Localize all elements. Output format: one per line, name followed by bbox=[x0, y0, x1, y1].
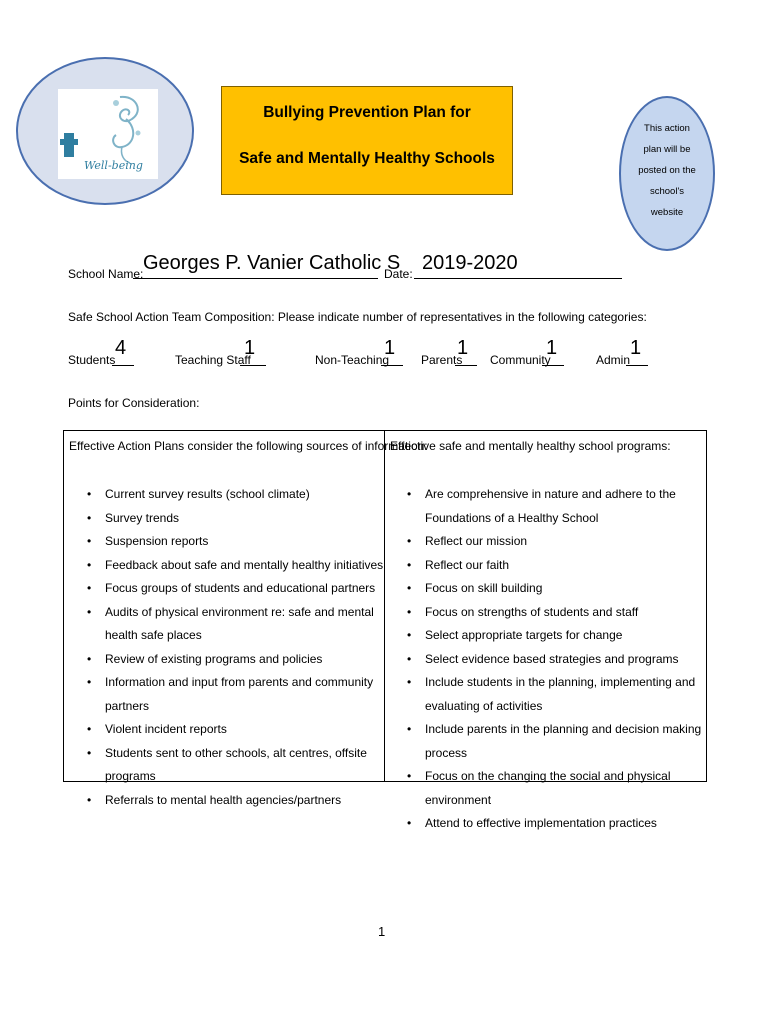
list-item: • Select evidence based strategies and programs bbox=[404, 648, 704, 672]
logo-badge bbox=[16, 57, 194, 205]
community-value: 1 bbox=[546, 337, 558, 359]
sources-list bbox=[84, 483, 384, 812]
list-item: • Focus on the changing the social and physical environment bbox=[404, 765, 704, 812]
list-item: • Select appropriate targets for change bbox=[404, 624, 704, 648]
title-line-1: Bullying Prevention Plan for bbox=[263, 104, 471, 121]
list-item: • Survey trends bbox=[84, 507, 384, 531]
list-item: • Include students in the planning, implementing and evaluating of activities bbox=[404, 671, 704, 718]
admin-value: 1 bbox=[630, 337, 642, 359]
list-item: • Focus groups of students and educational partners bbox=[84, 577, 384, 601]
date-value: 2019-2020 bbox=[422, 252, 518, 274]
list-item: • Focus on skill building bbox=[404, 577, 704, 601]
list-item: • Include parents in the planning and decision making process bbox=[404, 718, 704, 765]
list-item: • Attend to effective implementation practices bbox=[404, 812, 704, 836]
parents-label: Parents bbox=[421, 353, 463, 367]
teaching-staff-label: Teaching Staff bbox=[175, 353, 251, 367]
right-column bbox=[404, 483, 704, 836]
title-box bbox=[221, 86, 513, 195]
considerations-table bbox=[63, 430, 707, 830]
admin-label: Admin bbox=[596, 353, 631, 367]
list-item: • Review of existing programs and policies bbox=[84, 648, 384, 672]
students-line bbox=[112, 365, 134, 366]
programs-list bbox=[404, 483, 704, 836]
notice-line: This action bbox=[644, 123, 690, 134]
website-notice bbox=[619, 96, 715, 251]
admin-line bbox=[626, 365, 648, 366]
school-name-line bbox=[133, 278, 378, 279]
notice-line: school's bbox=[649, 186, 685, 197]
non-teaching-label: Non-Teaching bbox=[315, 353, 390, 367]
title-line-2: Safe and Mentally Healthy Schools bbox=[239, 150, 495, 167]
table-divider bbox=[384, 431, 385, 781]
list-item: • Feedback about safe and mentally healthy initiatives bbox=[84, 554, 384, 578]
parents-line bbox=[455, 365, 477, 366]
teaching-staff-line bbox=[240, 365, 266, 366]
list-item: • Reflect our faith bbox=[404, 554, 704, 578]
notice-line: website bbox=[650, 207, 684, 218]
logo-text: Well-being bbox=[84, 159, 143, 172]
list-item: • Audits of physical environment re: safe and mental health safe places bbox=[84, 601, 384, 648]
date-label: Date: bbox=[384, 267, 413, 281]
non-teaching-line bbox=[381, 365, 403, 366]
community-line bbox=[542, 365, 564, 366]
students-value: 4 bbox=[115, 337, 127, 359]
notice-line: plan will be bbox=[643, 144, 691, 155]
team-intro: Safe School Action Team Composition: Please indicate number of representatives in the following categories: bbox=[68, 310, 647, 324]
left-column bbox=[84, 483, 384, 812]
right-column-header: Effective safe and mentally healthy school programs: bbox=[390, 439, 671, 453]
students-label: Students bbox=[68, 353, 116, 367]
community-label: Community bbox=[490, 353, 551, 367]
list-item: • Violent incident reports bbox=[84, 718, 384, 742]
notice-line: posted on the bbox=[638, 165, 696, 176]
list-item: • Focus on strengths of students and staff bbox=[404, 601, 704, 625]
school-name-value: Georges P. Vanier Catholic S bbox=[143, 252, 401, 274]
date-line bbox=[414, 278, 622, 279]
list-item: • Students sent to other schools, alt centres, offsite programs bbox=[84, 742, 384, 789]
list-item: • Current survey results (school climate) bbox=[84, 483, 384, 507]
list-item: • Information and input from parents and community partners bbox=[84, 671, 384, 718]
parents-value: 1 bbox=[457, 337, 469, 359]
left-column-header: Effective Action Plans consider the following sources of information: bbox=[69, 439, 428, 453]
teaching-staff-value: 1 bbox=[244, 337, 256, 359]
list-item: • Are comprehensive in nature and adhere to the Foundations of a Healthy School bbox=[404, 483, 704, 530]
school-name-label: School Name: bbox=[68, 267, 144, 281]
points-for-consideration: Points for Consideration: bbox=[68, 396, 200, 410]
non-teaching-value: 1 bbox=[384, 337, 396, 359]
list-item: • Suspension reports bbox=[84, 530, 384, 554]
page-number: 1 bbox=[378, 924, 386, 939]
list-item: • Referrals to mental health agencies/partners bbox=[84, 789, 384, 813]
list-item: • Reflect our mission bbox=[404, 530, 704, 554]
website-notice-text bbox=[625, 118, 709, 223]
